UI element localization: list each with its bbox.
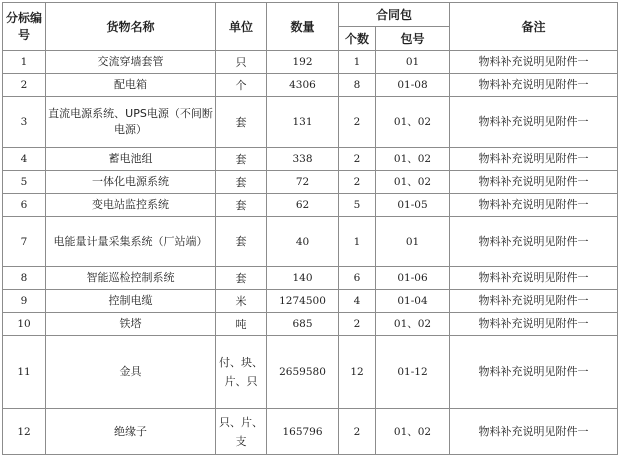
header-qty: 数量 bbox=[267, 3, 339, 51]
table-row bbox=[3, 313, 618, 336]
cell-index: 3 bbox=[3, 97, 46, 148]
cell-unit: 套 bbox=[216, 148, 267, 171]
cell-name: 铁塔 bbox=[46, 313, 216, 336]
table-row bbox=[3, 409, 618, 455]
cell-note: 物料补充说明见附件一 bbox=[450, 267, 618, 290]
cell-pkg: 01 bbox=[376, 51, 450, 74]
cell-qty: 4306 bbox=[267, 74, 339, 97]
cell-qty: 62 bbox=[267, 194, 339, 217]
header-unit: 单位 bbox=[216, 3, 267, 51]
cell-index: 4 bbox=[3, 148, 46, 171]
cell-note: 物料补充说明见附件一 bbox=[450, 313, 618, 336]
cell-qty: 165796 bbox=[267, 409, 339, 455]
cell-count: 1 bbox=[339, 217, 376, 267]
cell-qty: 131 bbox=[267, 97, 339, 148]
cell-index: 1 bbox=[3, 51, 46, 74]
cell-qty: 685 bbox=[267, 313, 339, 336]
cell-qty: 338 bbox=[267, 148, 339, 171]
cell-count: 8 bbox=[339, 74, 376, 97]
header-name: 货物名称 bbox=[46, 3, 216, 51]
cell-pkg: 01-05 bbox=[376, 194, 450, 217]
table-row bbox=[3, 290, 618, 313]
cell-pkg: 01、02 bbox=[376, 313, 450, 336]
cell-note: 物料补充说明见附件一 bbox=[450, 290, 618, 313]
table-row bbox=[3, 74, 618, 97]
table-row bbox=[3, 51, 618, 74]
cell-unit: 只、片、支 bbox=[216, 409, 267, 455]
cell-note: 物料补充说明见附件一 bbox=[450, 171, 618, 194]
cell-index: 6 bbox=[3, 194, 46, 217]
cell-qty: 72 bbox=[267, 171, 339, 194]
cell-count: 2 bbox=[339, 409, 376, 455]
cell-count: 12 bbox=[339, 336, 376, 409]
goods-table bbox=[2, 2, 618, 455]
cell-name: 一体化电源系统 bbox=[46, 171, 216, 194]
cell-count: 2 bbox=[339, 171, 376, 194]
cell-unit: 套 bbox=[216, 217, 267, 267]
cell-unit: 套 bbox=[216, 267, 267, 290]
header-contract: 合同包 bbox=[339, 3, 450, 27]
table-row bbox=[3, 148, 618, 171]
cell-pkg: 01-04 bbox=[376, 290, 450, 313]
header-pkg: 包号 bbox=[376, 27, 450, 51]
cell-note: 物料补充说明见附件一 bbox=[450, 336, 618, 409]
cell-index: 5 bbox=[3, 171, 46, 194]
cell-count: 5 bbox=[339, 194, 376, 217]
cell-unit: 套 bbox=[216, 194, 267, 217]
header-count: 个数 bbox=[339, 27, 376, 51]
cell-pkg: 01-12 bbox=[376, 336, 450, 409]
cell-name: 交流穿墙套管 bbox=[46, 51, 216, 74]
cell-index: 10 bbox=[3, 313, 46, 336]
cell-index: 9 bbox=[3, 290, 46, 313]
cell-note: 物料补充说明见附件一 bbox=[450, 409, 618, 455]
cell-count: 2 bbox=[339, 148, 376, 171]
table-row bbox=[3, 171, 618, 194]
cell-name: 直流电源系统、UPS电源（不间断电源） bbox=[46, 97, 216, 148]
cell-name: 控制电缆 bbox=[46, 290, 216, 313]
cell-unit: 付、块、片、只 bbox=[216, 336, 267, 409]
cell-count: 4 bbox=[339, 290, 376, 313]
table-row bbox=[3, 97, 618, 148]
cell-name: 蓄电池组 bbox=[46, 148, 216, 171]
cell-name: 智能巡检控制系统 bbox=[46, 267, 216, 290]
cell-pkg: 01、02 bbox=[376, 148, 450, 171]
cell-unit: 只 bbox=[216, 51, 267, 74]
cell-unit: 个 bbox=[216, 74, 267, 97]
cell-index: 12 bbox=[3, 409, 46, 455]
cell-name: 绝缘子 bbox=[46, 409, 216, 455]
cell-qty: 192 bbox=[267, 51, 339, 74]
cell-note: 物料补充说明见附件一 bbox=[450, 51, 618, 74]
cell-qty: 140 bbox=[267, 267, 339, 290]
header-note: 备注 bbox=[450, 3, 618, 51]
cell-note: 物料补充说明见附件一 bbox=[450, 148, 618, 171]
cell-count: 2 bbox=[339, 313, 376, 336]
cell-pkg: 01-08 bbox=[376, 74, 450, 97]
cell-qty: 2659580 bbox=[267, 336, 339, 409]
cell-qty: 40 bbox=[267, 217, 339, 267]
cell-index: 11 bbox=[3, 336, 46, 409]
cell-note: 物料补充说明见附件一 bbox=[450, 194, 618, 217]
cell-name: 金具 bbox=[46, 336, 216, 409]
cell-index: 2 bbox=[3, 74, 46, 97]
cell-pkg: 01、02 bbox=[376, 97, 450, 148]
cell-name: 电能量计量采集系统（厂站端） bbox=[46, 217, 216, 267]
cell-pkg: 01、02 bbox=[376, 171, 450, 194]
cell-index: 8 bbox=[3, 267, 46, 290]
cell-pkg: 01 bbox=[376, 217, 450, 267]
cell-pkg: 01-06 bbox=[376, 267, 450, 290]
cell-count: 1 bbox=[339, 51, 376, 74]
cell-name: 变电站监控系统 bbox=[46, 194, 216, 217]
cell-unit: 米 bbox=[216, 290, 267, 313]
table-row bbox=[3, 267, 618, 290]
table-row bbox=[3, 194, 618, 217]
cell-unit: 套 bbox=[216, 171, 267, 194]
cell-pkg: 01、02 bbox=[376, 409, 450, 455]
cell-unit: 吨 bbox=[216, 313, 267, 336]
cell-note: 物料补充说明见附件一 bbox=[450, 217, 618, 267]
cell-name: 配电箱 bbox=[46, 74, 216, 97]
cell-note: 物料补充说明见附件一 bbox=[450, 97, 618, 148]
table-row bbox=[3, 336, 618, 409]
cell-count: 2 bbox=[339, 97, 376, 148]
cell-note: 物料补充说明见附件一 bbox=[450, 74, 618, 97]
cell-index: 7 bbox=[3, 217, 46, 267]
cell-count: 6 bbox=[339, 267, 376, 290]
cell-qty: 1274500 bbox=[267, 290, 339, 313]
table-row bbox=[3, 217, 618, 267]
header-index: 分标编号 bbox=[3, 3, 46, 51]
cell-unit: 套 bbox=[216, 97, 267, 148]
